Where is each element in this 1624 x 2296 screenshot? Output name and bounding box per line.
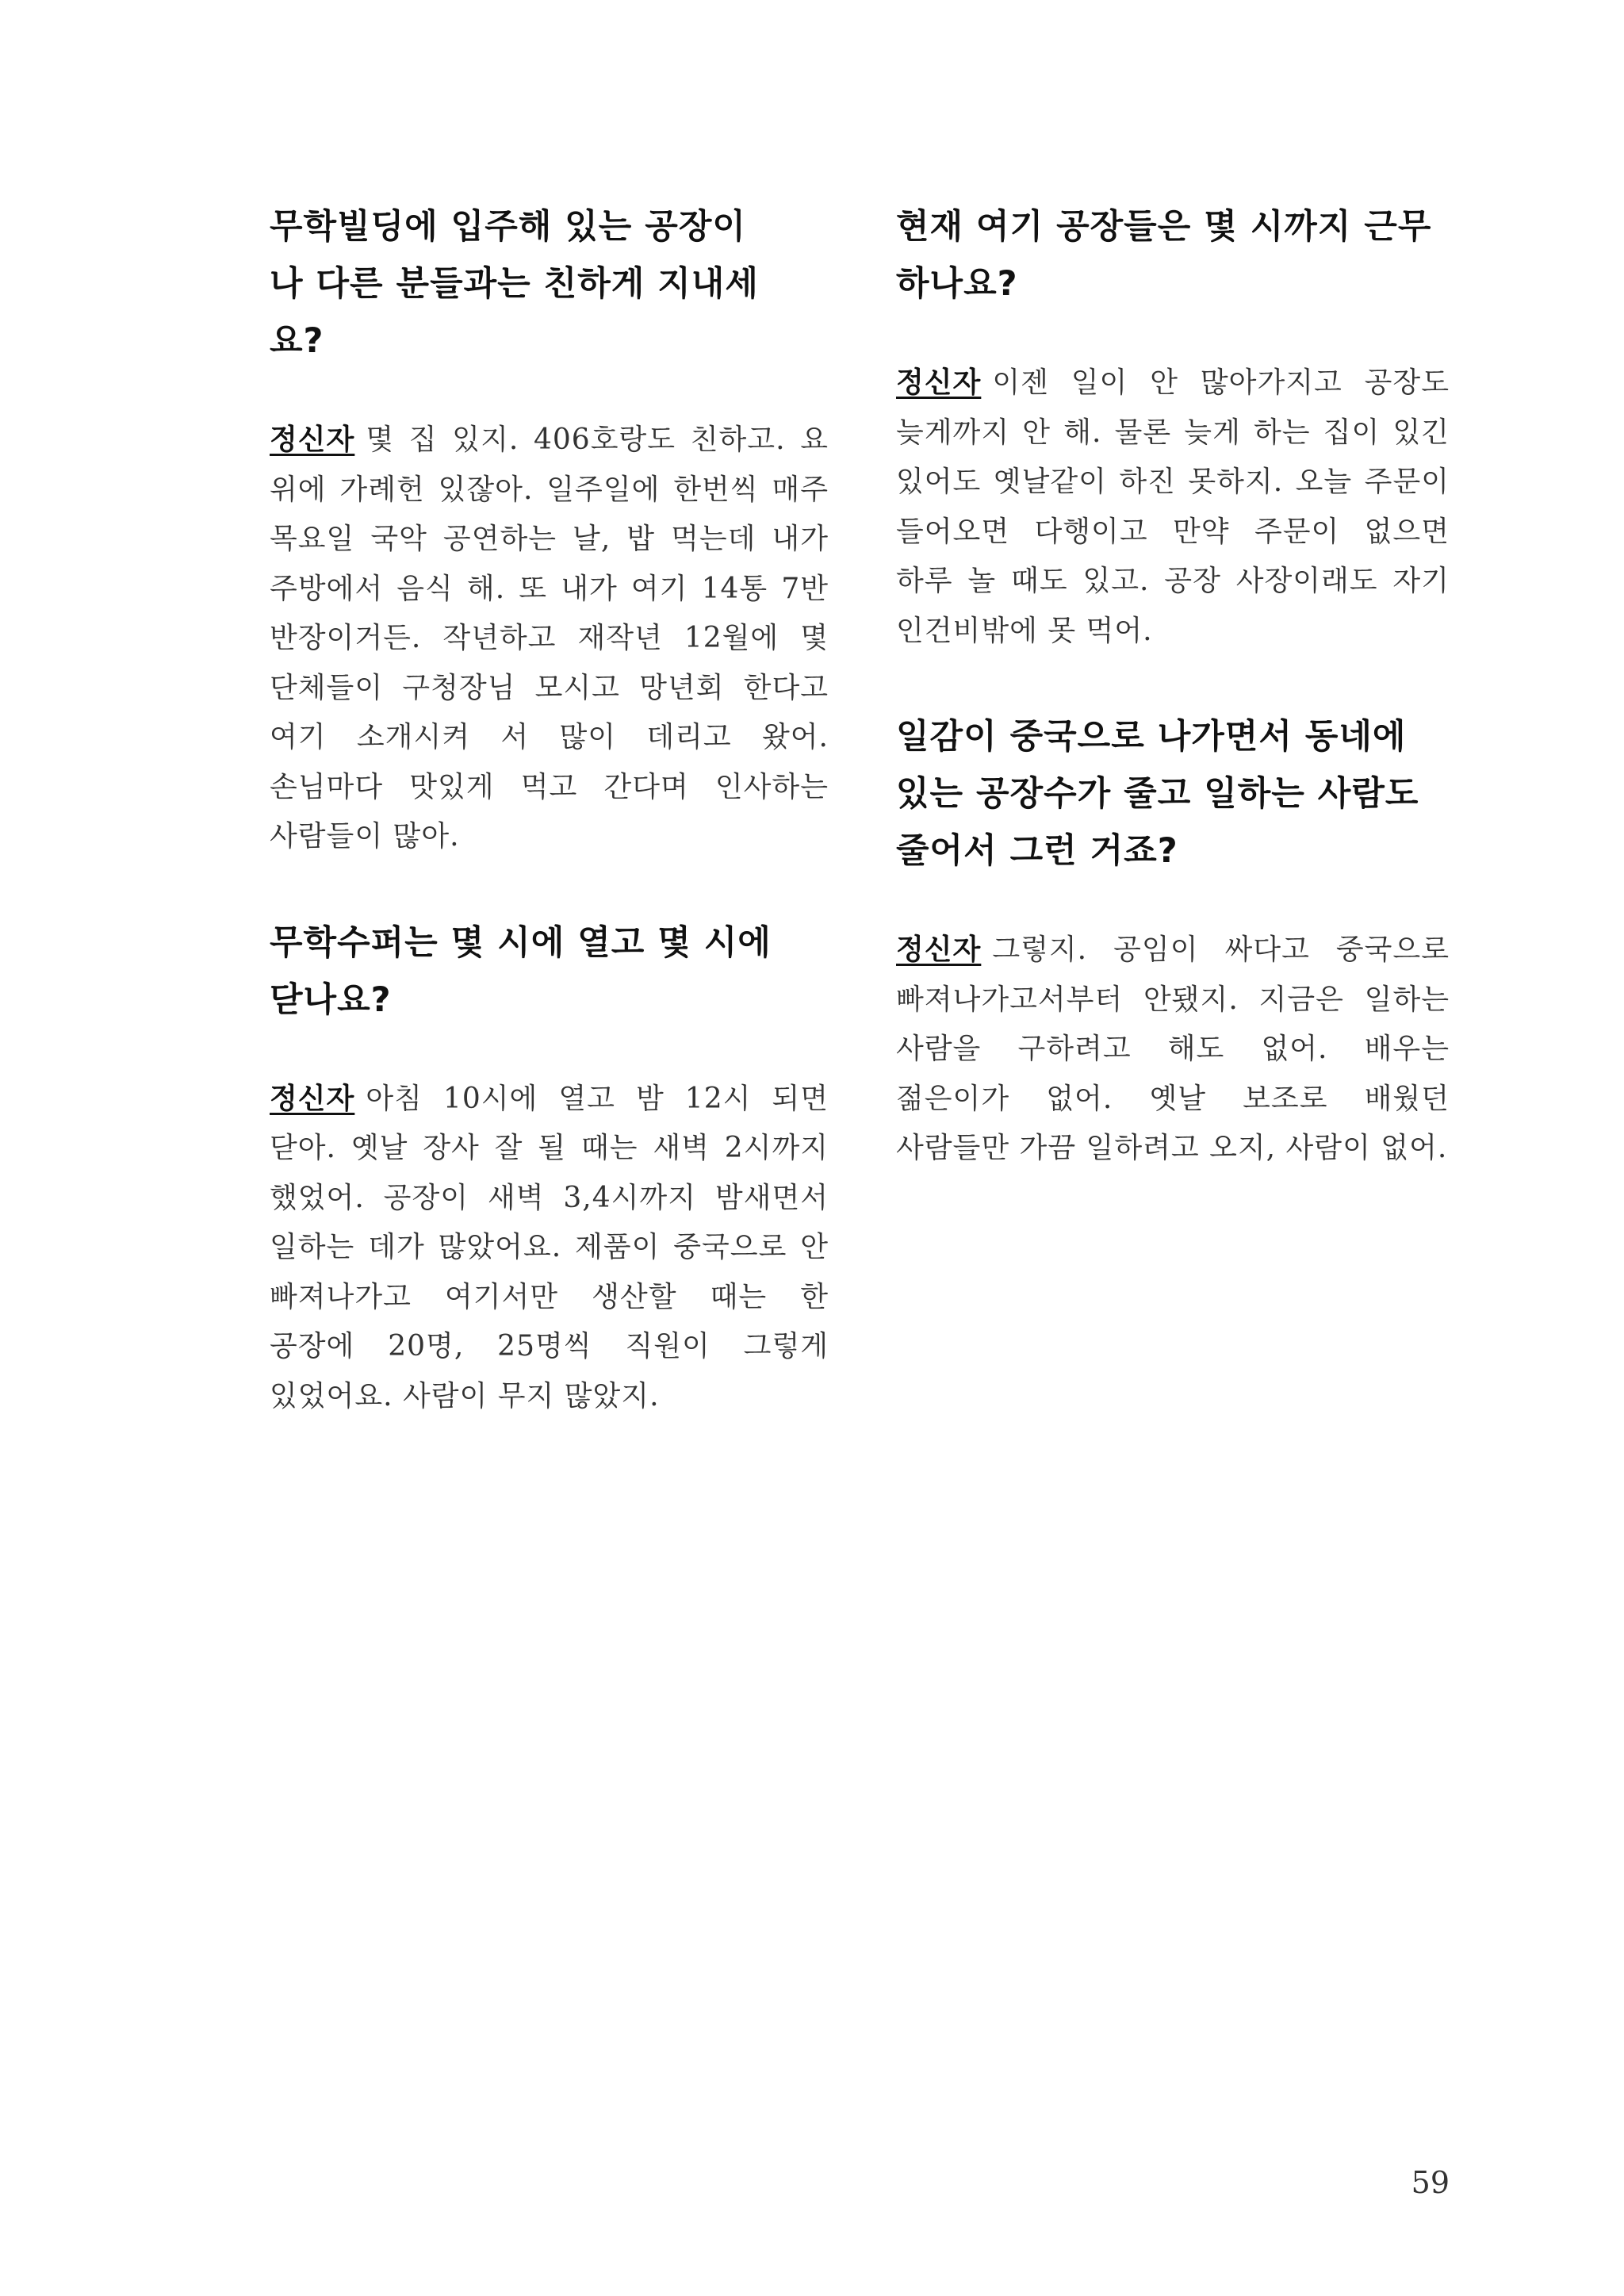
question-heading: 무학수퍼는 몇 시에 열고 몇 시에 닫나요?	[270, 922, 772, 1020]
answer-paragraph	[896, 358, 1450, 656]
answer-text: 그렇지. 공임이 싸다고 중국으로 빠져나가고서부터 안됐지. 지금은 일하는 사람을 구하려고 해도 없어. 배우는 젊은이가 없어. 옛날 보조로 배웠던 사람들만 가끔 일하려고 오지, 사람이 없어.	[896, 933, 1450, 1164]
question-heading: 일감이 중국으로 나가면서 동네에 있는 공장수가 줄고 일하는 사람도 줄어서 그런 거죠?	[896, 717, 1419, 871]
speaker-name: 정신자	[270, 1082, 355, 1115]
page-number: 59	[1411, 2165, 1450, 2200]
answer-paragraph	[270, 416, 829, 862]
question-heading: 무학빌딩에 입주해 있는 공장이나 다른 분들과는 친하게 지내세요?	[270, 207, 759, 361]
answer-text: 몇 집 있지. 406호랑도 친하고. 요 위에 가례헌 있잖아. 일주일에 한번씩 매주 목요일 국악 공연하는 날, 밥 먹는데 내가 주방에서 음식 해. 또 내가 여기 14통 7반 반장이거든. 작년하고 재작년 12월에 몇 단체들이 구청장님 모시고 망년회 한다고 여기 소개시켜 서 많이 데리고 왔어. 손님마다 맛있게 먹고 간다며 인사하는 사람들이 많아.	[270, 424, 829, 853]
answer-paragraph	[270, 1075, 829, 1422]
left-column	[270, 198, 829, 1421]
speaker-name: 정신자	[270, 424, 355, 456]
speaker-name: 정신자	[896, 366, 982, 399]
speaker-name: 정신자	[896, 933, 982, 966]
right-column	[896, 198, 1450, 1174]
question-heading: 현재 여기 공장들은 몇 시까지 근무하나요?	[896, 207, 1432, 304]
answer-text: 아침 10시에 열고 밤 12시 되면 닫아. 옛날 장사 잘 될 때는 새벽 2시까지 했었어. 공장이 새벽 3,4시까지 밤새면서 일하는 데가 많았어요. 제품이 중국으로 안 빠져나가고 여기서만 생산할 때는 한 공장에 20명, 25명씩 직원이 그렇게 있었어요. 사람이 무지 많았지.	[270, 1082, 829, 1412]
answer-text: 이젠 일이 안 많아가지고 공장도 늦게까지 안 해. 물론 늦게 하는 집이 있긴 있어도 옛날같이 하진 못하지. 오늘 주문이 들어오면 다행이고 만약 주문이 없으면 하루 놀 때도 있고. 공장 사장이래도 자기 인건비밖에 못 먹어.	[896, 366, 1450, 647]
answer-paragraph	[896, 926, 1450, 1174]
